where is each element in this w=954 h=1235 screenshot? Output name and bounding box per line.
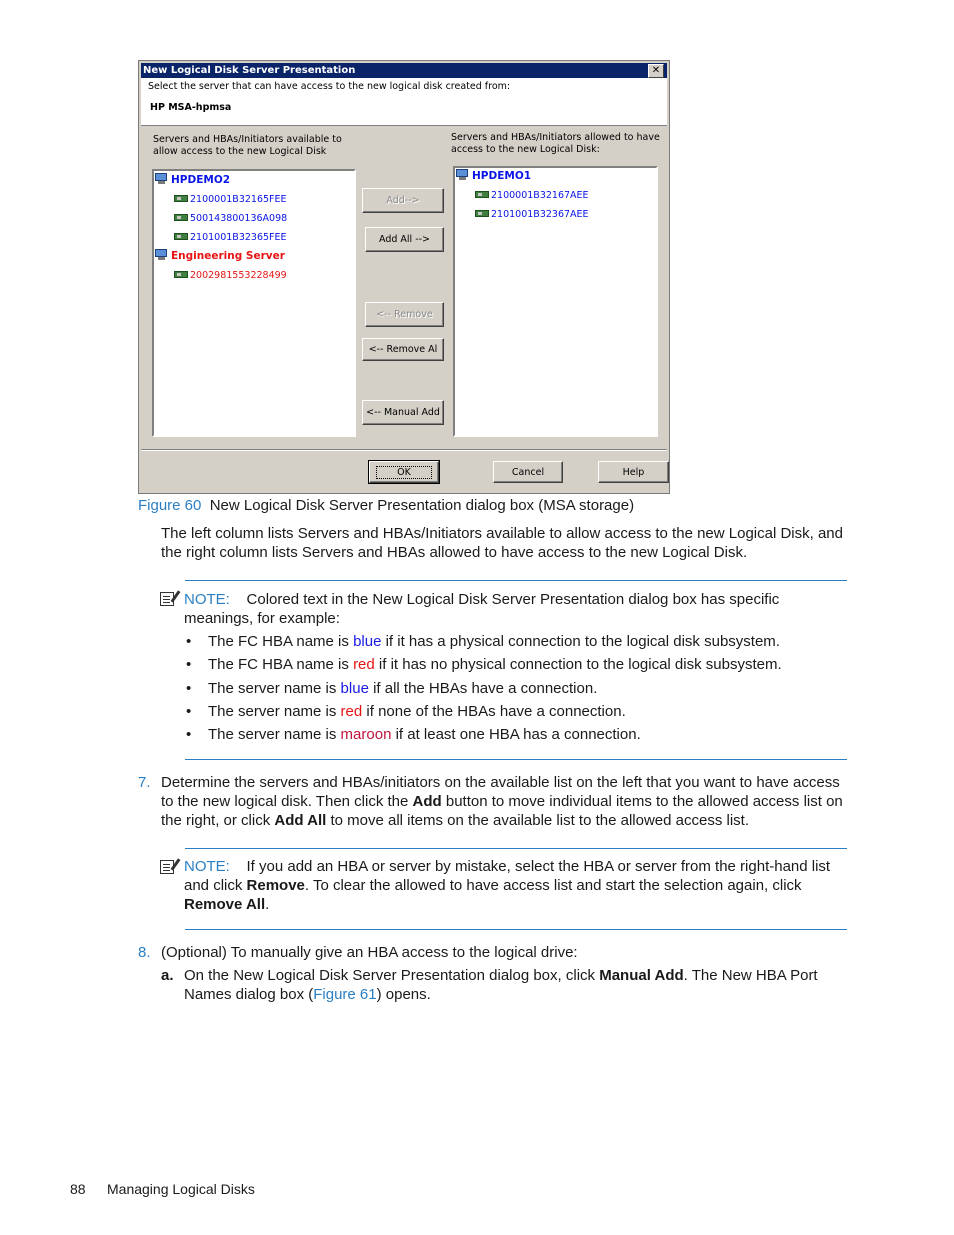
bullet-item [208, 679, 597, 698]
available-list[interactable] [152, 169, 356, 437]
step-8a-manual-add-term: Manual Add [599, 967, 684, 984]
hba-card-icon [475, 191, 489, 198]
step-7-number: 7. [138, 774, 151, 791]
note-2-remove-all-term: Remove All [184, 896, 266, 913]
dialog-title-bar [141, 63, 667, 78]
page-number: 88 [70, 1181, 86, 1197]
dialog-header [141, 78, 667, 126]
bullet-text: The FC HBA name is [208, 656, 354, 674]
step-7-text: to the new logical disk. Then click the [161, 793, 413, 810]
bullet-text: if at least one HBA has a connection. [391, 726, 641, 744]
add-button[interactable]: Add--> [362, 188, 444, 213]
bullet-text: if it has a physical connection to the logical disk subsystem. [381, 633, 780, 650]
remove-button[interactable]: <-- Remove [365, 302, 444, 327]
bullet-item [208, 725, 641, 744]
color-word: maroon [340, 726, 392, 744]
step-7-add-term: Add [412, 793, 442, 810]
intro-line-2: the right column lists Servers and HBAs allowed to have access to the new Logical Disk. [161, 544, 748, 561]
note-2-text: . [265, 896, 270, 913]
hba-card-icon [174, 233, 188, 240]
step-8a-line-1 [184, 966, 818, 985]
dialog-title: New Logical Disk Server Presentation [143, 65, 356, 76]
dialog-separator [141, 449, 667, 451]
step-8a-letter: a. [161, 967, 174, 984]
bullet-marker: • [186, 726, 192, 744]
bullet-item [208, 702, 626, 721]
note-1-text: Colored text in the New Logical Disk Server Presentation dialog box has specific [246, 591, 780, 608]
help-button[interactable]: Help [598, 461, 669, 483]
cancel-button[interactable]: Cancel [493, 461, 563, 483]
tree-item-label: 2101001B32365FEE [190, 232, 287, 243]
step-8a-text: On the New Logical Disk Server Presentation dialog box, click [184, 967, 600, 984]
bullet-text: The server name is [208, 679, 341, 697]
available-list-label: Servers and HBAs/Initiators available to allow access to the new Logical Disk [153, 134, 342, 157]
tree-item-label: 2100001B32167AEE [491, 190, 589, 201]
step-7-text: to move all items on the available list to the allowed access list. [326, 812, 750, 829]
manual-add-button[interactable]: <-- Manual Add [362, 400, 444, 425]
note-bottom-rule [185, 759, 847, 760]
note-top-rule [185, 848, 847, 849]
bullet-marker: • [186, 633, 192, 650]
tree-server-item[interactable] [155, 248, 285, 265]
tree-hba-item[interactable] [475, 206, 589, 223]
bullet-marker: • [186, 702, 192, 720]
color-word: red [340, 702, 363, 720]
remove-all-button[interactable]: <-- Remove Al [362, 338, 444, 361]
tree-hba-item[interactable] [174, 191, 287, 208]
hba-card-icon [475, 210, 489, 217]
note-2-line-3 [184, 895, 269, 914]
tree-hba-item[interactable] [475, 187, 589, 204]
bullet-text: The server name is [208, 702, 341, 720]
bullet-marker: • [186, 656, 192, 674]
note-icon [160, 860, 174, 874]
tree-item-label: HPDEMO2 [171, 174, 231, 186]
note-2-line-1 [184, 857, 830, 876]
step-7-text: button to move individual items to the allowed access list on [441, 793, 843, 810]
tree-hba-item[interactable] [174, 229, 287, 246]
note-2-text: . To clear the allowed to have access list and start the selection again, click [304, 877, 802, 894]
note-label: NOTE: [184, 858, 230, 875]
note-1-line-1 [184, 590, 779, 609]
note-2-text: If you add an HBA or server by mistake, select the HBA or server from the right-hand list [246, 858, 831, 875]
server-icon [155, 173, 168, 184]
add-all-button[interactable]: Add All --> [365, 227, 444, 252]
tree-hba-item[interactable] [174, 210, 287, 227]
note-bottom-rule [185, 929, 847, 930]
tree-item-label: 2002981553228499 [190, 270, 287, 281]
figure-61-link[interactable]: Figure 61 [313, 986, 377, 1003]
note-2-text: and click [184, 877, 247, 894]
step-8-number: 8. [138, 944, 151, 961]
note-icon [160, 592, 174, 606]
step-8a-text: Names dialog box ( [184, 986, 314, 1003]
color-word: blue [340, 679, 369, 697]
bullet-marker: • [186, 679, 192, 697]
step-8a-text: ) opens. [376, 986, 431, 1003]
bullet-text: if none of the HBAs have a connection. [362, 702, 626, 720]
footer-section-title: Managing Logical Disks [107, 1181, 255, 1197]
server-icon [155, 249, 168, 260]
figure-caption-text: New Logical Disk Server Presentation dialog box (MSA storage) [209, 497, 635, 514]
allowed-list[interactable] [453, 166, 658, 437]
bullet-item [208, 655, 782, 674]
step-7-line-2 [161, 792, 843, 811]
close-icon[interactable]: ✕ [648, 64, 664, 78]
figure-caption [138, 496, 634, 515]
note-2-remove-term: Remove [246, 877, 305, 894]
tree-server-item[interactable] [456, 168, 531, 185]
tree-item-label: 2101001B32367AEE [491, 209, 589, 220]
allowed-list-label: Servers and HBAs/Initiators allowed to have access to the new Logical Disk: [451, 132, 660, 155]
color-word: blue [353, 633, 382, 650]
bullet-text: The server name is [208, 726, 341, 744]
tree-item-label: 500143800136A098 [190, 213, 288, 224]
ok-button[interactable] [369, 461, 439, 483]
tree-item-label: Engineering Server [171, 250, 285, 262]
step-7-line-3 [161, 811, 749, 830]
note-2-line-2 [184, 876, 802, 895]
dialog-window [138, 60, 670, 494]
figure-label: Figure 60 [138, 497, 202, 514]
tree-server-item[interactable] [155, 172, 230, 189]
color-word: red [353, 656, 375, 674]
step-8-text: (Optional) To manually give an HBA access to the logical drive: [161, 944, 578, 961]
step-7-text: the right, or click [161, 812, 275, 829]
bullet-text: The FC HBA name is [208, 633, 354, 650]
step-7-add-all-term: Add All [274, 812, 327, 829]
hba-card-icon [174, 195, 188, 202]
step-8a-line-2 [184, 985, 431, 1004]
note-1-line-2: meanings, for example: [184, 610, 340, 627]
note-label: NOTE: [184, 591, 230, 608]
tree-hba-item[interactable] [174, 267, 287, 284]
tree-item-label: HPDEMO1 [472, 170, 532, 182]
hba-card-icon [174, 271, 188, 278]
tree-item-label: 2100001B32165FEE [190, 194, 287, 205]
note-top-rule [185, 580, 847, 581]
bullet-text: if all the HBAs have a connection. [368, 679, 598, 697]
dialog-source-storage: HP MSA-hpmsa [150, 102, 232, 113]
dialog-instruction: Select the server that can have access to the new logical disk created from: [148, 81, 511, 92]
hba-card-icon [174, 214, 188, 221]
intro-line-1: The left column lists Servers and HBAs/Initiators available to allow access to the new Logical Disk, and [161, 525, 843, 542]
step-7-line-1: Determine the servers and HBAs/initiators on the available list on the left that you want to have access [161, 774, 840, 791]
ok-button-label: OK [376, 466, 432, 479]
bullet-text: if it has no physical connection to the logical disk subsystem. [374, 656, 782, 674]
step-8a-text: . The New HBA Port [683, 967, 818, 984]
bullet-item [208, 632, 780, 651]
server-icon [456, 169, 469, 180]
